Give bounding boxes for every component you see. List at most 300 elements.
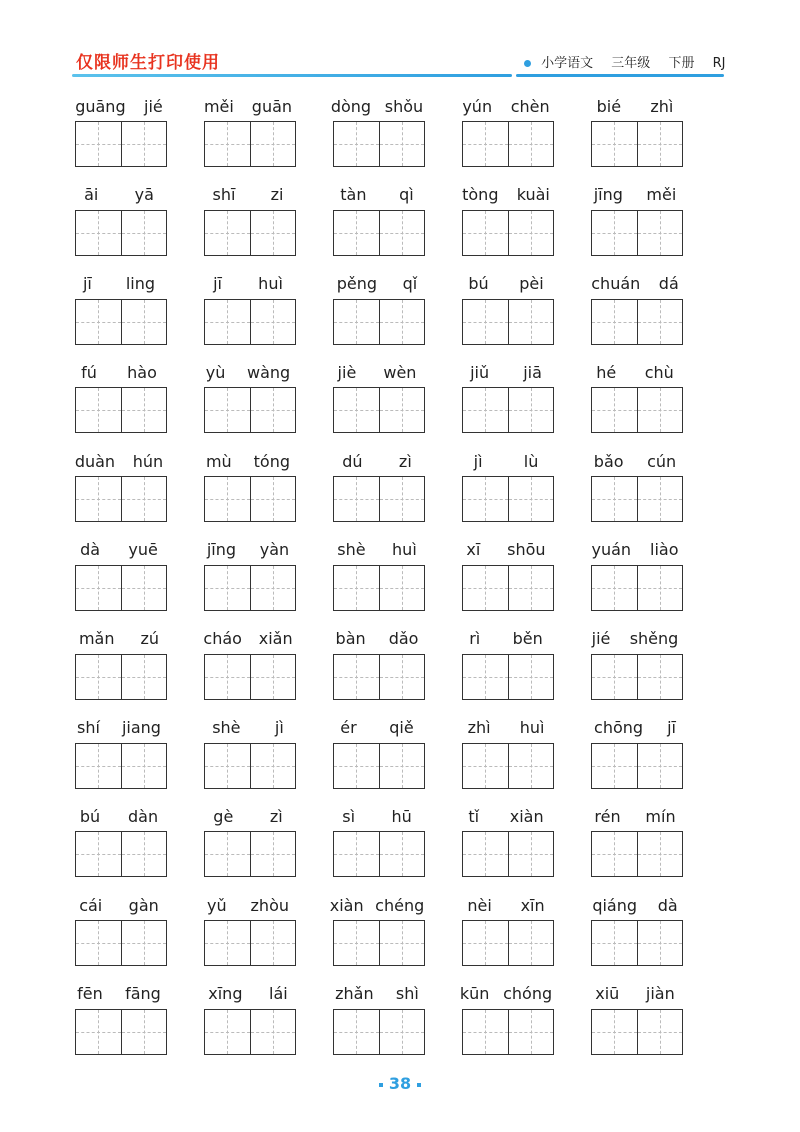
tian-zi-ge-box[interactable] — [76, 477, 121, 521]
pinyin-label — [66, 804, 172, 828]
tian-zi-ge-box[interactable] — [508, 388, 554, 432]
tian-zi-ge-box[interactable] — [508, 566, 554, 610]
pinyin-syllable: tòng — [462, 185, 499, 205]
tian-zi-ge-box[interactable] — [121, 122, 167, 166]
character-writing-boxes — [75, 654, 167, 700]
tian-zi-ge-box[interactable] — [463, 477, 508, 521]
tian-zi-ge-box[interactable] — [205, 566, 250, 610]
word-row — [72, 536, 692, 625]
character-writing-boxes — [462, 654, 554, 700]
pinyin-label — [195, 272, 301, 296]
tian-zi-ge-box[interactable] — [76, 300, 121, 344]
tian-zi-ge-box[interactable] — [592, 388, 637, 432]
pinyin-syllable: sì — [342, 806, 356, 826]
word-item — [459, 802, 555, 890]
tian-zi-ge-box[interactable] — [121, 300, 167, 344]
pinyin-label — [453, 538, 559, 562]
pinyin-syllable: zì — [398, 451, 412, 471]
word-item — [459, 980, 555, 1068]
word-item — [201, 447, 297, 535]
word-item — [459, 270, 555, 358]
tian-zi-ge-box[interactable] — [463, 566, 508, 610]
pinyin-syllable: gè — [213, 806, 234, 826]
pinyin-syllable: huì — [392, 540, 417, 560]
tian-zi-ge-box[interactable] — [637, 921, 683, 965]
word-item — [588, 714, 684, 802]
pinyin-syllable: yù — [205, 362, 226, 382]
tian-zi-ge-box[interactable] — [508, 1010, 554, 1054]
tian-zi-ge-box[interactable] — [592, 832, 637, 876]
tian-zi-ge-box[interactable] — [592, 477, 637, 521]
tian-zi-ge-box[interactable] — [205, 477, 250, 521]
character-writing-boxes — [462, 476, 554, 522]
word-item — [201, 802, 297, 890]
pinyin-label — [453, 804, 559, 828]
tian-zi-ge-box[interactable] — [379, 566, 425, 610]
word-item — [459, 447, 555, 535]
pinyin-label — [324, 360, 430, 384]
tian-zi-ge-box[interactable] — [76, 1010, 121, 1054]
character-writing-boxes — [462, 121, 554, 167]
tian-zi-ge-box[interactable] — [508, 122, 554, 166]
tian-zi-ge-box[interactable] — [508, 477, 554, 521]
tian-zi-ge-box[interactable] — [250, 921, 296, 965]
tian-zi-ge-box[interactable] — [637, 388, 683, 432]
pinyin-label — [324, 94, 430, 118]
character-writing-boxes — [591, 565, 683, 611]
character-writing-boxes — [462, 920, 554, 966]
page-footer — [0, 1074, 800, 1093]
pinyin-syllable: jié — [144, 96, 163, 116]
character-writing-boxes — [333, 210, 425, 256]
tian-zi-ge-box[interactable] — [205, 388, 250, 432]
pinyin-syllable: mín — [645, 806, 676, 826]
tian-zi-ge-box[interactable] — [379, 388, 425, 432]
grade-label: 三年级 — [611, 56, 651, 71]
tian-zi-ge-box[interactable] — [379, 744, 425, 788]
character-writing-boxes — [204, 920, 296, 966]
word-item — [201, 714, 297, 802]
pinyin-syllable: měi — [646, 185, 677, 205]
tian-zi-ge-box[interactable] — [379, 832, 425, 876]
tian-zi-ge-box[interactable] — [637, 1010, 683, 1054]
word-item — [459, 358, 555, 446]
tian-zi-ge-box[interactable] — [205, 300, 250, 344]
tian-zi-ge-box[interactable] — [637, 566, 683, 610]
tian-zi-ge-box[interactable] — [205, 832, 250, 876]
tian-zi-ge-box[interactable] — [250, 477, 296, 521]
word-item — [201, 92, 297, 180]
pinyin-label — [324, 627, 430, 651]
tian-zi-ge-box[interactable] — [508, 921, 554, 965]
pinyin-syllable: zhì — [467, 718, 491, 738]
tian-zi-ge-box[interactable] — [592, 122, 637, 166]
pinyin-syllable: zhǎn — [335, 984, 374, 1004]
pinyin-label — [66, 272, 172, 296]
tian-zi-ge-box[interactable] — [637, 655, 683, 699]
pinyin-syllable: shī — [212, 185, 236, 205]
pinyin-syllable: bàn — [335, 629, 366, 649]
word-item — [72, 802, 168, 890]
pinyin-syllable: ling — [125, 274, 155, 294]
tian-zi-ge-box[interactable] — [637, 744, 683, 788]
pinyin-label — [66, 716, 172, 740]
tian-zi-ge-box[interactable] — [121, 211, 167, 255]
pinyin-syllable: shōu — [507, 540, 546, 560]
pinyin-syllable: jiè — [337, 362, 357, 382]
tian-zi-ge-box[interactable] — [508, 744, 554, 788]
tian-zi-ge-box[interactable] — [463, 211, 508, 255]
pinyin-syllable: rì — [469, 629, 481, 649]
character-writing-boxes — [462, 565, 554, 611]
pinyin-syllable: hún — [132, 451, 164, 471]
pinyin-syllable: chuán — [591, 274, 641, 294]
word-item — [588, 802, 684, 890]
word-item — [72, 625, 168, 713]
pinyin-syllable: xīng — [208, 984, 243, 1004]
word-item — [72, 536, 168, 624]
pinyin-label — [324, 449, 430, 473]
tian-zi-ge-box[interactable] — [121, 655, 167, 699]
character-writing-boxes — [591, 387, 683, 433]
word-item — [201, 625, 297, 713]
pinyin-syllable: yuē — [128, 540, 158, 560]
character-writing-boxes — [591, 121, 683, 167]
pinyin-label — [582, 627, 688, 651]
pinyin-syllable: tǐ — [468, 806, 480, 826]
pinyin-label — [324, 716, 430, 740]
tian-zi-ge-box[interactable] — [76, 566, 121, 610]
pinyin-label — [66, 538, 172, 562]
pinyin-label — [582, 893, 688, 917]
pinyin-syllable: gàn — [128, 895, 159, 915]
pinyin-syllable: fēn — [77, 984, 103, 1004]
pinyin-label — [195, 183, 301, 207]
pinyin-syllable: dàn — [127, 806, 159, 826]
tian-zi-ge-box[interactable] — [250, 122, 296, 166]
character-writing-boxes — [204, 210, 296, 256]
word-row — [72, 714, 692, 803]
edition-label: RJ — [712, 56, 726, 71]
tian-zi-ge-box[interactable] — [637, 300, 683, 344]
tian-zi-ge-box[interactable] — [121, 477, 167, 521]
pinyin-label — [66, 627, 172, 651]
tian-zi-ge-box[interactable] — [508, 300, 554, 344]
pinyin-syllable: cái — [79, 895, 103, 915]
tian-zi-ge-box[interactable] — [334, 300, 379, 344]
word-item — [588, 980, 684, 1068]
pinyin-label — [66, 360, 172, 384]
pinyin-syllable: zi — [270, 185, 284, 205]
character-writing-boxes — [75, 831, 167, 877]
character-writing-boxes — [204, 1009, 296, 1055]
word-item — [459, 625, 555, 713]
tian-zi-ge-box[interactable] — [508, 655, 554, 699]
usage-notice: 仅限师生打印使用 — [76, 53, 220, 73]
character-writing-boxes — [333, 565, 425, 611]
word-item — [201, 891, 297, 979]
tian-zi-ge-box[interactable] — [76, 388, 121, 432]
tian-zi-ge-box[interactable] — [463, 122, 508, 166]
character-writing-boxes — [333, 920, 425, 966]
pinyin-syllable: ér — [340, 718, 357, 738]
pinyin-syllable: guāng — [75, 96, 126, 116]
tian-zi-ge-box[interactable] — [463, 655, 508, 699]
tian-zi-ge-box[interactable] — [250, 744, 296, 788]
tian-zi-ge-box[interactable] — [334, 211, 379, 255]
word-item — [459, 181, 555, 269]
pinyin-syllable: zú — [140, 629, 159, 649]
word-item — [72, 447, 168, 535]
header-rule-left — [72, 74, 512, 77]
tian-zi-ge-box[interactable] — [637, 832, 683, 876]
pinyin-syllable: lù — [523, 451, 539, 471]
tian-zi-ge-box[interactable] — [379, 122, 425, 166]
word-row — [72, 181, 692, 270]
word-item — [330, 625, 426, 713]
tian-zi-ge-box[interactable] — [379, 477, 425, 521]
character-writing-boxes — [462, 831, 554, 877]
tian-zi-ge-box[interactable] — [379, 211, 425, 255]
tian-zi-ge-box[interactable] — [334, 655, 379, 699]
pinyin-label — [195, 360, 301, 384]
tian-zi-ge-box[interactable] — [205, 744, 250, 788]
character-writing-boxes — [75, 1009, 167, 1055]
tian-zi-ge-box[interactable] — [637, 211, 683, 255]
pinyin-syllable: qiáng — [592, 895, 638, 915]
tian-zi-ge-box[interactable] — [592, 655, 637, 699]
pinyin-label — [66, 982, 172, 1006]
tian-zi-ge-box[interactable] — [334, 832, 379, 876]
tian-zi-ge-box[interactable] — [250, 300, 296, 344]
pinyin-syllable: qǐ — [402, 274, 418, 294]
character-writing-boxes — [462, 743, 554, 789]
character-writing-boxes — [204, 743, 296, 789]
tian-zi-ge-box[interactable] — [205, 921, 250, 965]
word-item — [588, 358, 684, 446]
pinyin-syllable: xiàn — [509, 806, 544, 826]
word-item — [72, 181, 168, 269]
tian-zi-ge-box[interactable] — [592, 921, 637, 965]
tian-zi-ge-box[interactable] — [250, 655, 296, 699]
character-writing-boxes — [204, 121, 296, 167]
bullet-dot-icon — [524, 60, 531, 67]
word-item — [201, 181, 297, 269]
pinyin-syllable: shǒu — [384, 96, 424, 116]
tian-zi-ge-box[interactable] — [463, 388, 508, 432]
pinyin-syllable: pěng — [336, 274, 378, 294]
pinyin-syllable: jī — [667, 718, 676, 738]
tian-zi-ge-box[interactable] — [76, 832, 121, 876]
tian-zi-ge-box[interactable] — [508, 832, 554, 876]
word-row — [72, 802, 692, 891]
tian-zi-ge-box[interactable] — [334, 477, 379, 521]
tian-zi-ge-box[interactable] — [463, 744, 508, 788]
pinyin-syllable: kūn — [459, 984, 490, 1004]
character-writing-boxes — [204, 387, 296, 433]
character-writing-boxes — [591, 831, 683, 877]
character-writing-boxes — [204, 299, 296, 345]
pinyin-syllable: xiǎn — [258, 629, 293, 649]
tian-zi-ge-box[interactable] — [592, 744, 637, 788]
tian-zi-ge-box[interactable] — [121, 1010, 167, 1054]
pinyin-label — [453, 272, 559, 296]
tian-zi-ge-box[interactable] — [334, 566, 379, 610]
tian-zi-ge-box[interactable] — [592, 1010, 637, 1054]
pinyin-syllable: dòng — [330, 96, 372, 116]
tian-zi-ge-box[interactable] — [379, 921, 425, 965]
word-item — [459, 714, 555, 802]
tian-zi-ge-box[interactable] — [463, 300, 508, 344]
pinyin-syllable: bié — [596, 96, 622, 116]
tian-zi-ge-box[interactable] — [334, 744, 379, 788]
pinyin-syllable: jiàn — [645, 984, 675, 1004]
pinyin-label — [66, 893, 172, 917]
tian-zi-ge-box[interactable] — [250, 388, 296, 432]
pinyin-syllable: bú — [79, 806, 101, 826]
pinyin-label — [582, 538, 688, 562]
pinyin-syllable: jì — [473, 451, 483, 471]
tian-zi-ge-box[interactable] — [205, 211, 250, 255]
pinyin-label — [324, 538, 430, 562]
word-item — [330, 358, 426, 446]
pinyin-syllable: jì — [274, 718, 284, 738]
pinyin-syllable: tóng — [253, 451, 291, 471]
pinyin-syllable: dá — [658, 274, 679, 294]
pinyin-syllable: chóng — [503, 984, 553, 1004]
word-item — [72, 270, 168, 358]
pinyin-syllable: tàn — [340, 185, 367, 205]
tian-zi-ge-box[interactable] — [76, 655, 121, 699]
tian-zi-ge-box[interactable] — [76, 921, 121, 965]
tian-zi-ge-box[interactable] — [592, 566, 637, 610]
pinyin-syllable: shí — [77, 718, 100, 738]
pinyin-syllable: měi — [203, 96, 234, 116]
character-writing-boxes — [75, 743, 167, 789]
character-writing-boxes — [204, 476, 296, 522]
tian-zi-ge-box[interactable] — [121, 832, 167, 876]
tian-zi-ge-box[interactable] — [592, 300, 637, 344]
character-writing-boxes — [75, 920, 167, 966]
pinyin-syllable: fú — [81, 362, 97, 382]
tian-zi-ge-box[interactable] — [121, 388, 167, 432]
word-item — [330, 270, 426, 358]
word-row — [72, 625, 692, 714]
word-item — [201, 980, 297, 1068]
tian-zi-ge-box[interactable] — [250, 832, 296, 876]
tian-zi-ge-box[interactable] — [250, 566, 296, 610]
word-item — [459, 92, 555, 180]
word-item — [72, 92, 168, 180]
character-writing-boxes — [333, 476, 425, 522]
pinyin-syllable: mù — [205, 451, 232, 471]
pinyin-syllable: duàn — [74, 451, 116, 471]
pinyin-label — [582, 982, 688, 1006]
tian-zi-ge-box[interactable] — [205, 122, 250, 166]
word-item — [330, 92, 426, 180]
word-item — [588, 891, 684, 979]
pinyin-syllable: jī — [213, 274, 222, 294]
pinyin-syllable: rén — [594, 806, 621, 826]
character-writing-boxes — [75, 299, 167, 345]
tian-zi-ge-box[interactable] — [205, 1010, 250, 1054]
pinyin-syllable: yuán — [591, 540, 632, 560]
tian-zi-ge-box[interactable] — [334, 122, 379, 166]
pinyin-syllable: yún — [462, 96, 493, 116]
pinyin-syllable: lái — [269, 984, 288, 1004]
pinyin-syllable: āi — [84, 185, 99, 205]
word-item — [330, 891, 426, 979]
tian-zi-ge-box[interactable] — [463, 832, 508, 876]
character-writing-boxes — [75, 210, 167, 256]
pinyin-label — [66, 449, 172, 473]
pinyin-label — [66, 183, 172, 207]
tian-zi-ge-box[interactable] — [637, 477, 683, 521]
pinyin-syllable: jīng — [593, 185, 623, 205]
pinyin-label — [195, 538, 301, 562]
tian-zi-ge-box[interactable] — [76, 122, 121, 166]
character-writing-boxes — [591, 743, 683, 789]
word-item — [588, 181, 684, 269]
tian-zi-ge-box[interactable] — [76, 211, 121, 255]
tian-zi-ge-box[interactable] — [379, 1010, 425, 1054]
tian-zi-ge-box[interactable] — [379, 300, 425, 344]
word-item — [459, 891, 555, 979]
tian-zi-ge-box[interactable] — [205, 655, 250, 699]
page-header — [0, 0, 800, 90]
tian-zi-ge-box[interactable] — [250, 1010, 296, 1054]
character-writing-boxes — [333, 654, 425, 700]
word-item — [588, 447, 684, 535]
pinyin-syllable: běn — [512, 629, 543, 649]
pinyin-syllable: xiàn — [329, 895, 364, 915]
tian-zi-ge-box[interactable] — [76, 744, 121, 788]
pinyin-label — [195, 449, 301, 473]
pinyin-syllable: yǔ — [206, 895, 227, 915]
square-bullet-icon — [417, 1083, 421, 1087]
pinyin-syllable: jiang — [121, 718, 161, 738]
pinyin-syllable: jiā — [523, 362, 542, 382]
tian-zi-ge-box[interactable] — [508, 211, 554, 255]
word-item — [330, 714, 426, 802]
tian-zi-ge-box[interactable] — [121, 566, 167, 610]
tian-zi-ge-box[interactable] — [463, 1010, 508, 1054]
tian-zi-ge-box[interactable] — [121, 744, 167, 788]
pinyin-syllable: shè — [337, 540, 366, 560]
pinyin-syllable: pèi — [519, 274, 544, 294]
word-item — [72, 891, 168, 979]
pinyin-label — [324, 982, 430, 1006]
pinyin-syllable: jiǔ — [470, 362, 490, 382]
pinyin-label — [453, 449, 559, 473]
pinyin-syllable: zhòu — [250, 895, 289, 915]
pinyin-syllable: yā — [134, 185, 154, 205]
tian-zi-ge-box[interactable] — [334, 921, 379, 965]
tian-zi-ge-box[interactable] — [121, 921, 167, 965]
tian-zi-ge-box[interactable] — [334, 388, 379, 432]
pinyin-syllable: yàn — [259, 540, 290, 560]
tian-zi-ge-box[interactable] — [637, 122, 683, 166]
tian-zi-ge-box[interactable] — [250, 211, 296, 255]
tian-zi-ge-box[interactable] — [334, 1010, 379, 1054]
character-writing-boxes — [591, 210, 683, 256]
pinyin-syllable: dà — [657, 895, 678, 915]
pinyin-label — [324, 804, 430, 828]
word-item — [72, 358, 168, 446]
tian-zi-ge-box[interactable] — [379, 655, 425, 699]
tian-zi-ge-box[interactable] — [463, 921, 508, 965]
tian-zi-ge-box[interactable] — [592, 211, 637, 255]
